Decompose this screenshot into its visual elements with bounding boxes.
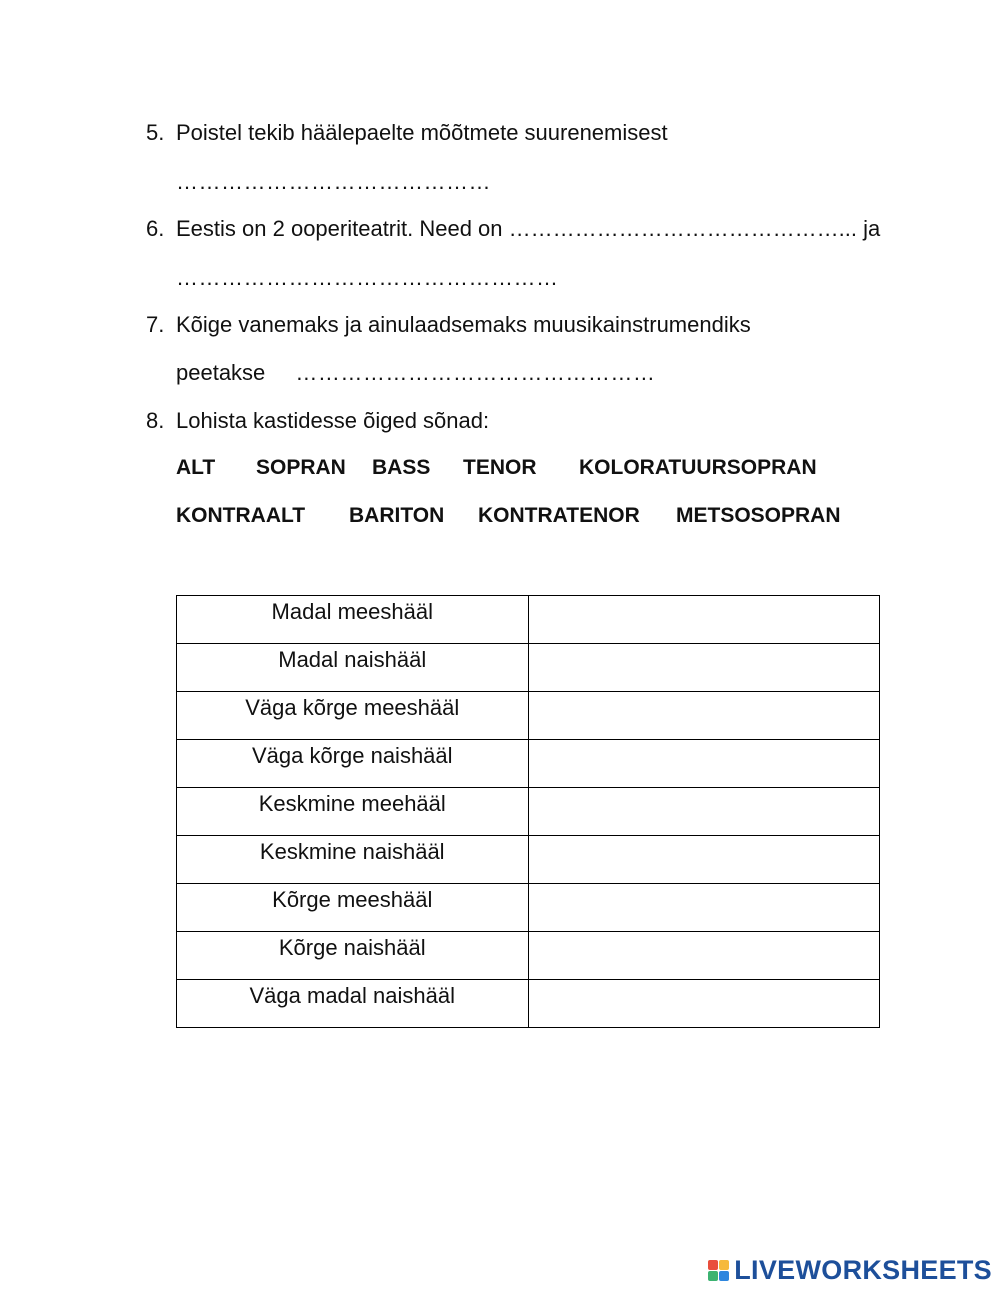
question-7-label: peetakse <box>176 360 266 385</box>
table-row <box>177 692 880 740</box>
answer-drop-box[interactable] <box>528 980 880 1028</box>
voice-label: Keskmine meehääl <box>177 788 529 836</box>
table-row <box>177 740 880 788</box>
answer-drop-box[interactable] <box>528 740 880 788</box>
logo-square <box>708 1271 718 1281</box>
table-row <box>177 980 880 1028</box>
question-text: Poistel tekib häälepaelte mõõtmete suurenemisest <box>176 120 668 145</box>
question-text: Kõige vanemaks ja ainulaadsemaks muusikainstrumendiks <box>176 312 751 337</box>
voice-label: Keskmine naishääl <box>177 836 529 884</box>
question-5-blank <box>176 168 491 196</box>
voice-label: Kõrge naishääl <box>177 932 529 980</box>
voice-label: Kõrge meeshääl <box>177 884 529 932</box>
answer-drop-box[interactable] <box>528 836 880 884</box>
logo-square <box>719 1271 729 1281</box>
question-6-blank <box>176 264 559 292</box>
question-7-line2 <box>176 359 655 387</box>
liveworksheets-logo-icon <box>708 1260 729 1281</box>
answer-blank-dots: …………………………………………… <box>176 265 559 290</box>
liveworksheets-brand <box>708 1254 992 1286</box>
word-bank-item[interactable]: KONTRATENOR <box>478 504 640 527</box>
answer-drop-box[interactable] <box>528 788 880 836</box>
logo-square <box>719 1260 729 1270</box>
question-text: Lohista kastidesse õiged sõnad: <box>176 408 490 433</box>
voice-type-table <box>176 595 880 1028</box>
word-bank-item[interactable]: BASS <box>372 456 431 479</box>
table-row <box>177 932 880 980</box>
question-number: 8. <box>146 408 165 433</box>
word-bank-item[interactable]: METSOSOPRAN <box>676 504 841 527</box>
answer-drop-box[interactable] <box>528 884 880 932</box>
table-row <box>177 644 880 692</box>
question-number: 7. <box>146 312 165 337</box>
voice-label: Väga madal naishääl <box>177 980 529 1028</box>
question-number: 6. <box>146 216 165 241</box>
answer-blank-dots: …………………………………… <box>176 169 491 194</box>
word-bank-item[interactable]: KOLORATUURSOPRAN <box>579 456 817 479</box>
word-bank-item[interactable]: BARITON <box>349 504 445 527</box>
voice-label: Väga kõrge naishääl <box>177 740 529 788</box>
voice-label: Väga kõrge meeshääl <box>177 692 529 740</box>
word-bank-item[interactable]: ALT <box>176 456 216 479</box>
question-text: Eestis on 2 ooperiteatrit. Need on ………………………………………... ja <box>176 216 881 241</box>
answer-drop-box[interactable] <box>528 692 880 740</box>
answer-drop-box[interactable] <box>528 596 880 644</box>
table-row <box>177 596 880 644</box>
word-bank-item[interactable]: KONTRAALT <box>176 504 306 527</box>
answer-drop-box[interactable] <box>528 932 880 980</box>
answer-drop-box[interactable] <box>528 644 880 692</box>
answer-blank-dots: ………………………………………… <box>295 360 656 385</box>
word-bank-item[interactable]: SOPRAN <box>256 456 346 479</box>
word-bank-item[interactable]: TENOR <box>463 456 537 479</box>
table-row <box>177 788 880 836</box>
table-row <box>177 836 880 884</box>
table-row <box>177 884 880 932</box>
logo-square <box>708 1260 718 1270</box>
voice-label: Madal naishääl <box>177 644 529 692</box>
question-number: 5. <box>146 120 165 145</box>
brand-name: LIVEWORKSHEETS <box>734 1254 992 1285</box>
voice-label: Madal meeshääl <box>177 596 529 644</box>
